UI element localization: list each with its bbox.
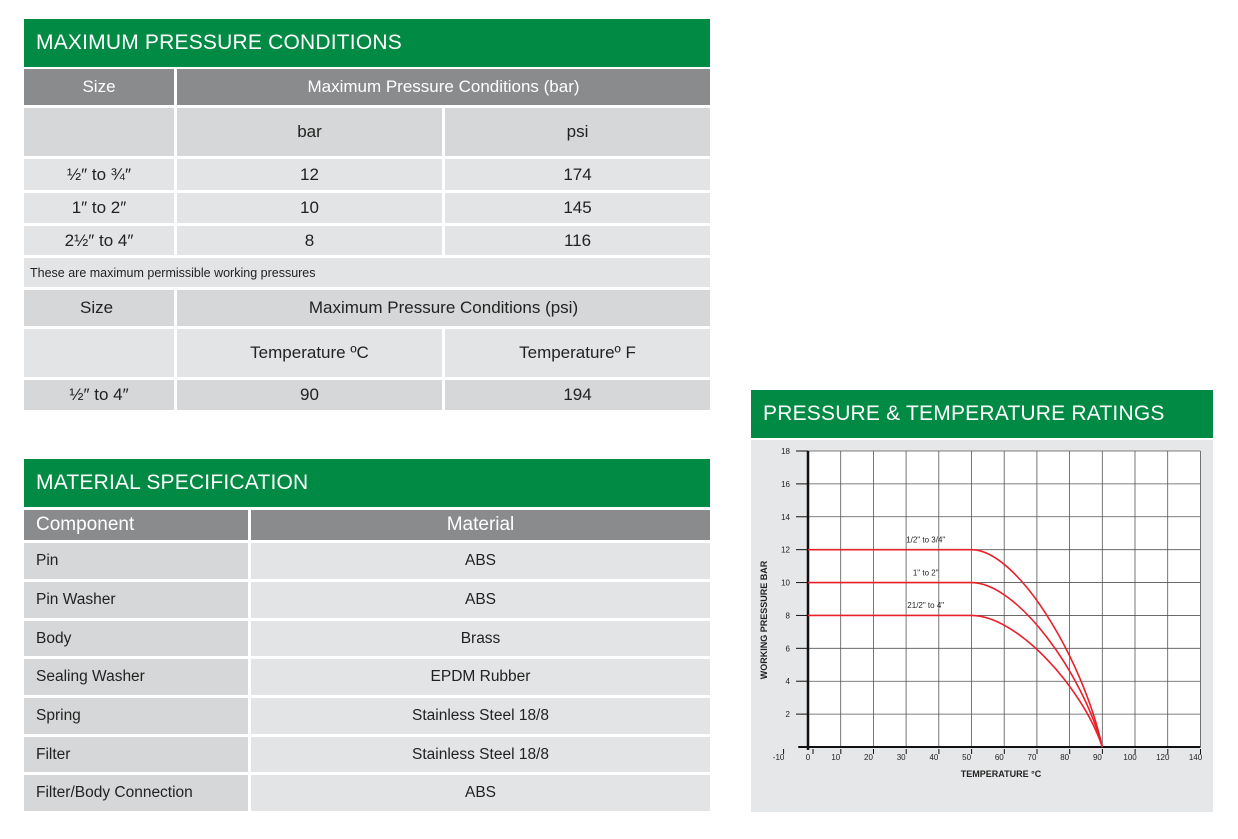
chart-panel xyxy=(751,440,1213,812)
size-header-2: Size xyxy=(24,290,174,326)
ratings-section-title: PRESSURE & TEMPERATURE RATINGS xyxy=(751,390,1213,438)
pressure-section-title: MAXIMUM PRESSURE CONDITIONS xyxy=(24,19,710,67)
material-cell: ABS xyxy=(251,582,710,618)
col-psi-header: psi xyxy=(445,108,710,156)
material-header: Material xyxy=(251,510,710,540)
x-axis-label: TEMPERATURE °C xyxy=(960,769,1042,779)
table-row-size: ½″ to ¾″ xyxy=(24,159,174,190)
x-tick-label: 30 xyxy=(896,753,906,762)
table-row-size: 1″ to 2″ xyxy=(24,193,174,223)
subheader-blank-2 xyxy=(24,329,174,377)
bar-group-header: Maximum Pressure Conditions (bar) xyxy=(177,69,710,105)
component-cell: Body xyxy=(24,621,248,656)
x-tick-label: 70 xyxy=(1027,753,1037,762)
table-row-temp-f: 194 xyxy=(445,380,710,410)
x-tick-label: -10 xyxy=(772,753,785,762)
series-label: 21/2" to 4" xyxy=(907,601,945,611)
pressure-note: These are maximum permissible working pressures xyxy=(24,258,710,287)
y-tick-label: 8 xyxy=(785,611,790,621)
x-tick-label: 80 xyxy=(1060,753,1070,762)
x-tick-label: 60 xyxy=(994,753,1004,762)
component-cell: Filter/Body Connection xyxy=(24,775,248,811)
y-tick-label: 16 xyxy=(781,479,790,489)
x-tick-label: 140 xyxy=(1188,753,1203,762)
x-tick-label: 20 xyxy=(864,753,873,762)
y-tick-label: 14 xyxy=(781,512,790,522)
table-row-bar: 12 xyxy=(177,159,442,190)
y-tick-label: 10 xyxy=(781,578,790,588)
psi-group-header: Maximum Pressure Conditions (psi) xyxy=(177,290,710,326)
material-cell: Brass xyxy=(251,621,710,656)
pressure-temperature-chart xyxy=(751,440,1213,812)
material-cell: ABS xyxy=(251,543,710,579)
series-label: 1/2" to 3/4" xyxy=(906,535,946,545)
table-row-bar: 10 xyxy=(177,193,442,223)
table-row-bar: 8 xyxy=(177,226,442,255)
material-cell: EPDM Rubber xyxy=(251,659,710,695)
x-tick-label: 40 xyxy=(929,753,939,762)
table-row-size: 2½″ to 4″ xyxy=(24,226,174,255)
x-tick-label: 100 xyxy=(1123,753,1137,762)
x-tick-label: 50 xyxy=(962,753,972,762)
component-cell: Spring xyxy=(24,698,248,734)
y-tick-label: 18 xyxy=(781,447,790,456)
series-label: 1" to 2" xyxy=(912,568,939,578)
x-tick-label: 10 xyxy=(831,753,841,762)
table-row-temp-c: 90 xyxy=(177,380,442,410)
x-tick-label: 90 xyxy=(1092,753,1102,762)
material-section-title: MATERIAL SPECIFICATION xyxy=(24,459,710,507)
y-axis-label: WORKING PRESSURE BAR xyxy=(759,560,769,680)
y-tick-label: 6 xyxy=(785,644,790,654)
component-cell: Filter xyxy=(24,737,248,772)
material-cell: Stainless Steel 18/8 xyxy=(251,698,710,734)
table-row-psi: 116 xyxy=(445,226,710,255)
component-cell: Pin xyxy=(24,543,248,579)
material-cell: ABS xyxy=(251,775,710,811)
col-temp-c-header: Temperature ºC xyxy=(177,329,442,377)
x-tick-label: 0 xyxy=(805,753,811,762)
component-cell: Pin Washer xyxy=(24,582,248,618)
y-tick-label: 4 xyxy=(785,677,790,687)
component-header: Component xyxy=(24,510,248,540)
y-tick-label: 2 xyxy=(785,710,790,720)
subheader-blank xyxy=(24,108,174,156)
material-cell: Stainless Steel 18/8 xyxy=(251,737,710,772)
component-cell: Sealing Washer xyxy=(24,659,248,695)
size-header: Size xyxy=(24,69,174,105)
table-row-size: ½″ to 4″ xyxy=(24,380,174,410)
col-temp-f-header: Temperatureº F xyxy=(445,329,710,377)
x-tick-label: 120 xyxy=(1156,753,1170,762)
col-bar-header: bar xyxy=(177,108,442,156)
table-row-psi: 145 xyxy=(445,193,710,223)
table-row-psi: 174 xyxy=(445,159,710,190)
y-tick-label: 12 xyxy=(781,545,790,555)
